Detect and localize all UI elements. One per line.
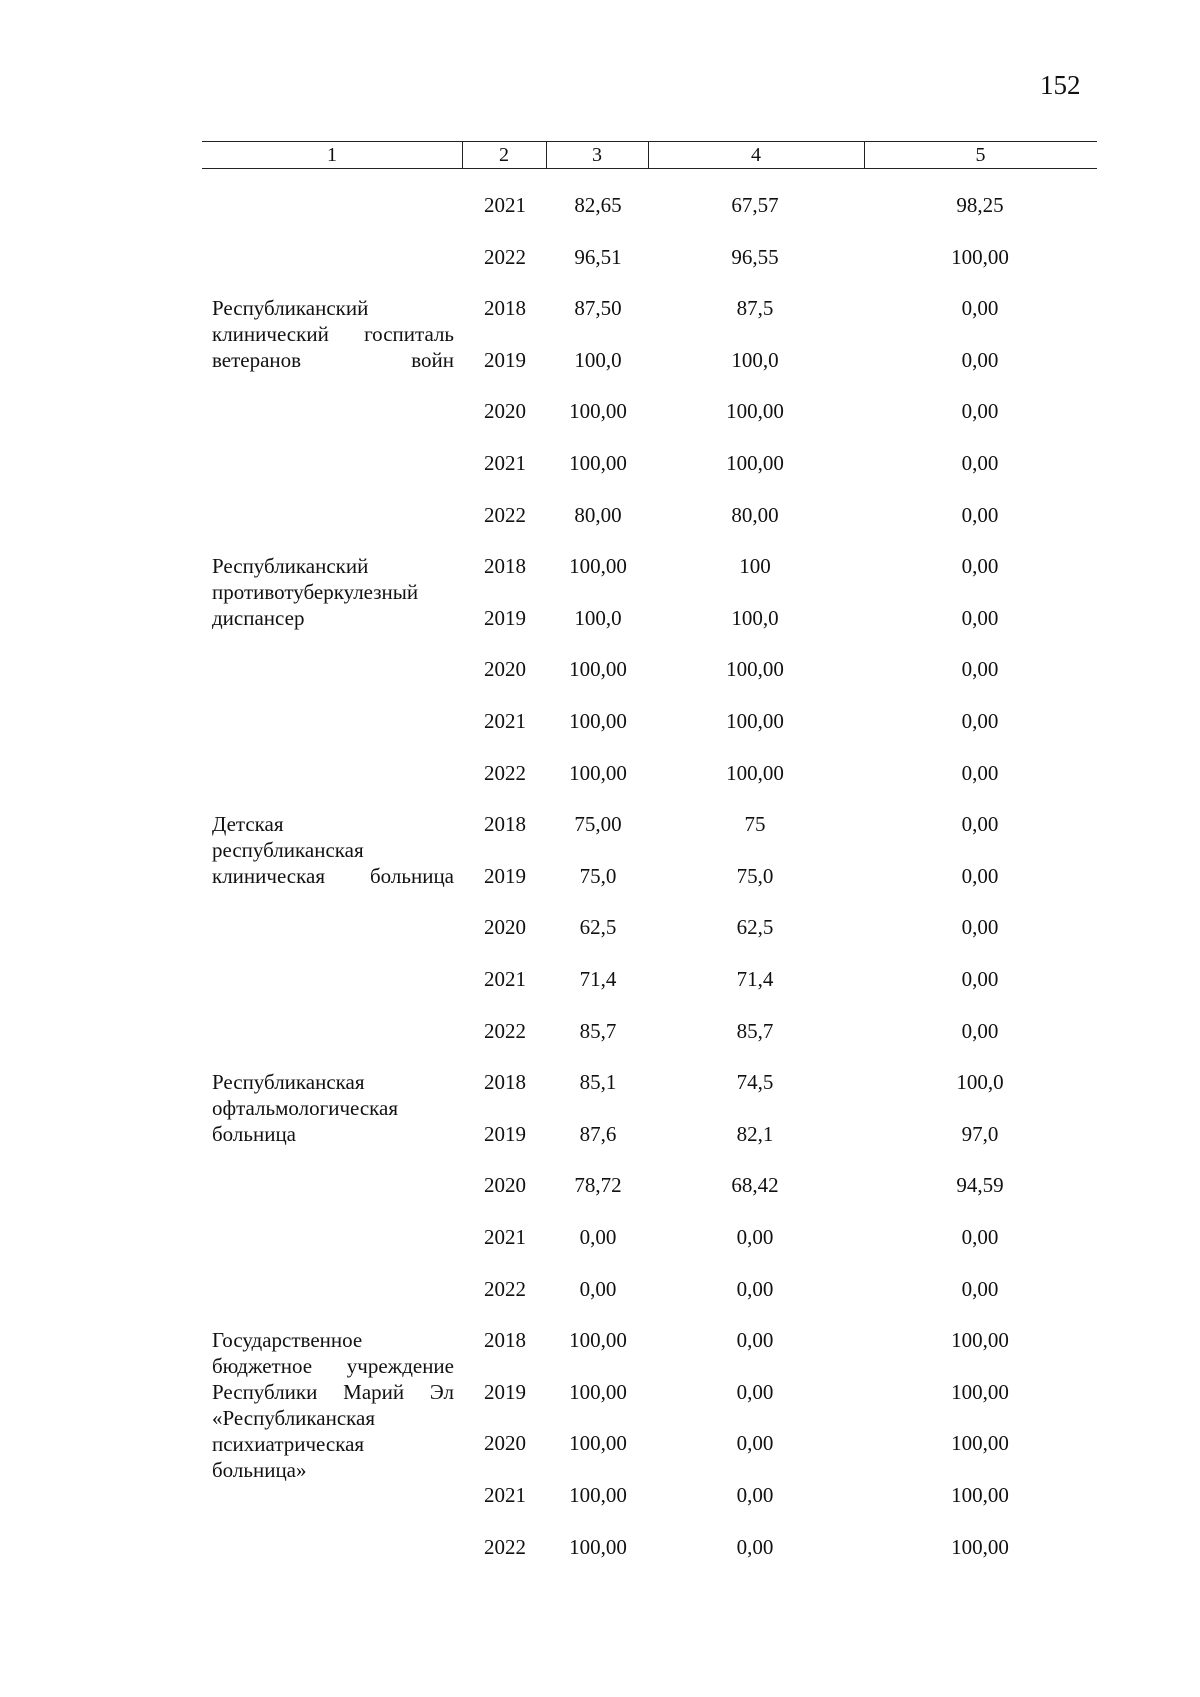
organization-name-line (212, 1405, 454, 1431)
value-col5-cell: 100,00 (951, 1380, 1009, 1404)
value-col3-cell: 100,00 (569, 761, 627, 785)
year-cell: 2021 (484, 1483, 526, 1507)
organization-name-line (212, 579, 454, 605)
value-col4-cell: 0,00 (736, 1431, 774, 1455)
organization-name-word: диспансер (212, 606, 305, 630)
value-col3-cell: 100,00 (569, 451, 627, 475)
organization-name-line (212, 321, 454, 347)
value-col3-cell: 78,72 (574, 1173, 622, 1197)
organization-name-word: Республиканский (212, 554, 369, 578)
value-col4-cell: 96,55 (731, 245, 779, 269)
value-col4-cell: 75 (744, 812, 766, 836)
organization-name-line (212, 347, 454, 373)
value-col5-cell: 0,00 (961, 812, 999, 836)
value-col4-cell: 0,00 (736, 1225, 774, 1249)
organization-name-word: офтальмологическая (212, 1096, 399, 1120)
value-col3-cell: 100,00 (569, 399, 627, 423)
organization-name-word: противотуберкулезный (212, 580, 419, 604)
organization-name-word: войн (411, 348, 454, 372)
value-col4-cell: 100,00 (726, 761, 784, 785)
header-col-3: 3 (592, 144, 602, 166)
organization-name-word: бюджетное (212, 1354, 313, 1378)
value-col3-cell: 100,00 (569, 709, 627, 733)
value-col4-cell: 85,7 (736, 1019, 774, 1043)
value-col3-cell: 100,00 (569, 554, 627, 578)
organization-name-word: Эл (429, 1380, 454, 1404)
value-col4-cell: 87,5 (736, 296, 774, 320)
value-col5-cell: 100,00 (951, 1483, 1009, 1507)
organization-name-line (212, 1121, 454, 1147)
year-cell: 2021 (484, 709, 526, 733)
year-cell: 2022 (484, 1277, 526, 1301)
value-col5-cell: 0,00 (961, 606, 999, 630)
header-col-5: 5 (975, 144, 986, 166)
value-col4-cell: 0,00 (736, 1535, 774, 1559)
organization-name-word: больница (370, 864, 454, 888)
organization-name-word: «Республиканская (212, 1406, 376, 1430)
organization-name (212, 1069, 454, 1147)
organization-name-line (212, 1431, 454, 1457)
year-cell: 2019 (484, 348, 526, 372)
year-cell: 2022 (484, 1535, 526, 1559)
value-col5-cell: 0,00 (961, 554, 999, 578)
year-cell: 2020 (484, 657, 526, 681)
year-cell: 2020 (484, 915, 526, 939)
value-col3-cell: 87,50 (574, 296, 622, 320)
value-col4-cell: 100 (739, 554, 771, 578)
value-col5-cell: 0,00 (961, 1225, 999, 1249)
organization-name-line (212, 1353, 454, 1379)
organization-name-word: клиническая (212, 864, 325, 888)
organization-name-word: учреждение (346, 1354, 454, 1378)
value-col5-cell: 100,0 (956, 1070, 1004, 1094)
year-cell: 2019 (484, 864, 526, 888)
value-col4-cell: 0,00 (736, 1380, 774, 1404)
value-col4-cell: 67,57 (731, 193, 779, 217)
value-col3-cell: 100,00 (569, 1483, 627, 1507)
year-cell: 2018 (484, 554, 526, 578)
organization-name-line (212, 605, 454, 631)
value-col5-cell: 0,00 (961, 348, 999, 372)
organization-name-line (212, 1069, 454, 1095)
organization-name-line (212, 863, 454, 889)
year-cell: 2020 (484, 1173, 526, 1197)
organization-name-word: госпиталь (364, 322, 454, 346)
header-top-rule (202, 141, 1097, 142)
organization-name-word: Республиканский (212, 296, 369, 320)
value-col5-cell: 0,00 (961, 296, 999, 320)
organization-name-word: больница (212, 1122, 296, 1146)
year-cell: 2021 (484, 967, 526, 991)
value-col4-cell: 82,1 (736, 1122, 774, 1146)
year-cell: 2022 (484, 1019, 526, 1043)
value-col4-cell: 74,5 (736, 1070, 774, 1094)
organization-name-word: республиканская (212, 838, 364, 862)
year-cell: 2021 (484, 1225, 526, 1249)
value-col3-cell: 62,5 (579, 915, 617, 939)
value-col3-cell: 0,00 (579, 1225, 617, 1249)
organization-name-line (212, 1327, 454, 1353)
value-col5-cell: 0,00 (961, 709, 999, 733)
value-col4-cell: 0,00 (736, 1277, 774, 1301)
value-col5-cell: 98,25 (956, 193, 1004, 217)
value-col4-cell: 0,00 (736, 1328, 774, 1352)
value-col3-cell: 85,7 (579, 1019, 617, 1043)
header-col-1: 1 (327, 144, 337, 166)
year-cell: 2022 (484, 245, 526, 269)
value-col3-cell: 100,00 (569, 657, 627, 681)
header-col-4: 4 (751, 144, 761, 166)
value-col3-cell: 100,00 (569, 1535, 627, 1559)
value-col4-cell: 62,5 (736, 915, 774, 939)
value-col5-cell: 0,00 (961, 1019, 999, 1043)
year-cell: 2018 (484, 1070, 526, 1094)
value-col3-cell: 75,00 (574, 812, 622, 836)
year-cell: 2020 (484, 1431, 526, 1455)
value-col3-cell: 100,00 (569, 1328, 627, 1352)
organization-name-line (212, 295, 454, 321)
year-cell: 2019 (484, 1122, 526, 1146)
value-col5-cell: 0,00 (961, 761, 999, 785)
value-col4-cell: 75,0 (736, 864, 774, 888)
value-col4-cell: 100,00 (726, 451, 784, 475)
value-col5-cell: 94,59 (956, 1173, 1004, 1197)
year-cell: 2018 (484, 296, 526, 320)
organization-name-line (212, 1379, 454, 1405)
header-col-2: 2 (499, 144, 509, 166)
value-col3-cell: 82,65 (574, 193, 622, 217)
organization-name-word: Государственное (212, 1328, 363, 1352)
value-col5-cell: 0,00 (961, 864, 999, 888)
organization-name-line (212, 811, 454, 837)
year-cell: 2019 (484, 1380, 526, 1404)
value-col4-cell: 71,4 (736, 967, 774, 991)
year-cell: 2019 (484, 606, 526, 630)
year-cell: 2018 (484, 1328, 526, 1352)
value-col3-cell: 100,00 (569, 1380, 627, 1404)
value-col3-cell: 85,1 (579, 1070, 617, 1094)
value-col5-cell: 0,00 (961, 657, 999, 681)
value-col5-cell: 0,00 (961, 399, 999, 423)
value-col4-cell: 100,00 (726, 709, 784, 733)
organization-name-word: клинический (212, 322, 329, 346)
value-col3-cell: 100,0 (574, 606, 622, 630)
organization-name-line (212, 553, 454, 579)
organization-name-word: больница» (212, 1458, 307, 1482)
organization-name-line (212, 837, 454, 863)
organization-name (212, 295, 454, 373)
value-col3-cell: 100,0 (574, 348, 622, 372)
year-cell: 2022 (484, 503, 526, 527)
value-col4-cell: 100,0 (731, 606, 779, 630)
year-cell: 2021 (484, 193, 526, 217)
value-col3-cell: 0,00 (579, 1277, 617, 1301)
page-number: 152 (1040, 70, 1081, 100)
organization-name (212, 811, 454, 889)
organization-name-word: Республики (212, 1380, 318, 1404)
value-col3-cell: 80,00 (574, 503, 622, 527)
value-col4-cell: 100,00 (726, 657, 784, 681)
value-col5-cell: 0,00 (961, 451, 999, 475)
year-cell: 2022 (484, 761, 526, 785)
organization-name-word: психиатрическая (212, 1432, 365, 1456)
organization-name-word: Марий (343, 1380, 405, 1404)
organization-name-word: Детская (212, 812, 284, 836)
value-col5-cell: 0,00 (961, 967, 999, 991)
value-col4-cell: 100,00 (726, 399, 784, 423)
value-col4-cell: 68,42 (731, 1173, 779, 1197)
organization-name (212, 1327, 454, 1483)
organization-name-line (212, 1457, 454, 1483)
value-col5-cell: 100,00 (951, 1431, 1009, 1455)
value-col3-cell: 87,6 (579, 1122, 617, 1146)
year-cell: 2018 (484, 812, 526, 836)
organization-name (212, 553, 454, 631)
value-col3-cell: 75,0 (579, 864, 617, 888)
year-cell: 2021 (484, 451, 526, 475)
value-col4-cell: 80,00 (731, 503, 779, 527)
organization-name-word: ветеранов (212, 348, 302, 372)
value-col5-cell: 0,00 (961, 503, 999, 527)
organization-name-word: Республиканская (212, 1070, 365, 1094)
value-col4-cell: 100,0 (731, 348, 779, 372)
value-col3-cell: 96,51 (574, 245, 622, 269)
organization-name-line (212, 1095, 454, 1121)
value-col5-cell: 100,00 (951, 1535, 1009, 1559)
value-col5-cell: 100,00 (951, 245, 1009, 269)
value-col5-cell: 0,00 (961, 1277, 999, 1301)
year-cell: 2020 (484, 399, 526, 423)
value-col5-cell: 0,00 (961, 915, 999, 939)
value-col5-cell: 100,00 (951, 1328, 1009, 1352)
value-col5-cell: 97,0 (961, 1122, 999, 1146)
value-col3-cell: 71,4 (579, 967, 617, 991)
value-col3-cell: 100,00 (569, 1431, 627, 1455)
header-bottom-rule (202, 168, 1097, 169)
value-col4-cell: 0,00 (736, 1483, 774, 1507)
